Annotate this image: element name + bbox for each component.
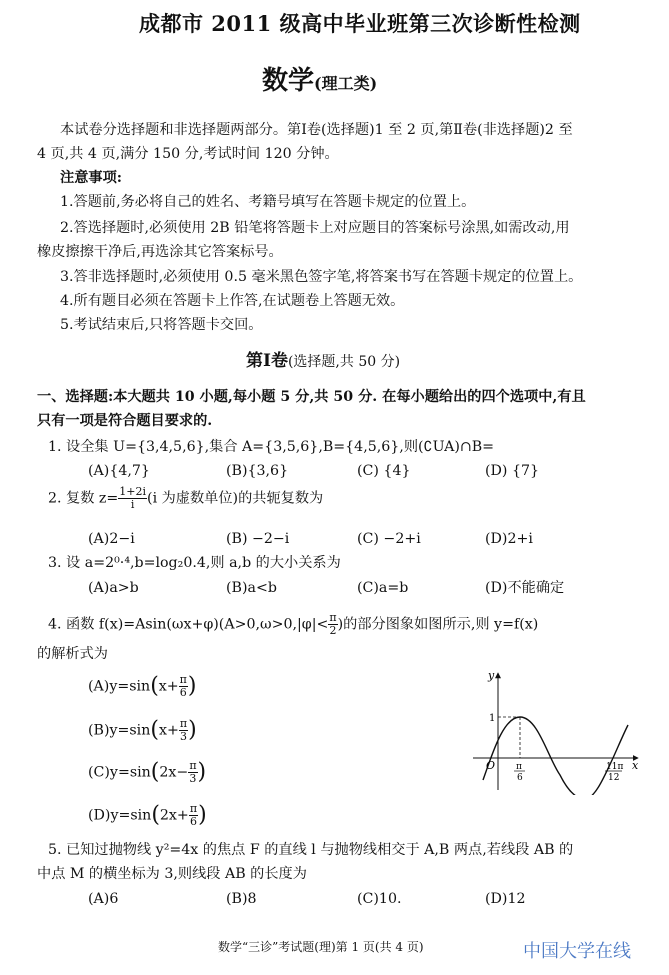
q4-opt-inner: x+ xyxy=(158,678,179,695)
q2-stem-pre: 2. 复数 z= xyxy=(48,490,119,507)
q5-option: (D)12 xyxy=(485,891,526,907)
tick-pi-6-num: π xyxy=(516,762,522,772)
frac-num: π xyxy=(189,759,197,772)
q4-opt-fraction xyxy=(179,718,188,743)
q4-stem xyxy=(48,612,538,637)
q4-opt-label: (D)y=sin xyxy=(88,807,152,824)
q2-numerator: 1+2i xyxy=(119,485,147,498)
paren-open: ( xyxy=(151,802,160,828)
q2-option: (B) −2−i xyxy=(226,531,290,547)
q4-opt-label: (B)y=sin xyxy=(88,722,151,739)
y-axis-label: y xyxy=(488,669,495,682)
q4-option xyxy=(88,674,197,699)
q4-opt-fraction xyxy=(179,674,188,699)
q3-option: (B)a<b xyxy=(226,580,277,596)
q1-option: (D) {7} xyxy=(485,463,540,479)
notes-heading: 注意事项: xyxy=(60,170,122,186)
q4-stem-pre: 4. 函数 f(x)=Asin(ωx+φ)(A>0,ω>0,|φ|< xyxy=(48,616,329,633)
q4-stem-post: )的部分图象如图所示,则 y=f(x) xyxy=(337,616,539,633)
frac-den: 6 xyxy=(179,686,187,699)
paren-open: ( xyxy=(150,673,159,699)
q4-opt-inner: 2x+ xyxy=(159,807,189,824)
q4-opt-label: (A)y=sin xyxy=(88,678,151,695)
q2-option: (D)2+i xyxy=(485,531,533,547)
q2-stem-post: (i 为虚数单位)的共轭复数为 xyxy=(147,490,324,507)
frac-den: 6 xyxy=(189,815,197,828)
tick-11pi-12-num: 11π xyxy=(606,762,624,772)
max-value-label: 1 xyxy=(489,713,496,724)
section-instruction: 一、选择题:本大题共 10 小题,每小题 5 分,共 50 分. 在每小题给出的四个选项中,有且 xyxy=(37,389,586,405)
note-item: 橡皮擦擦干净后,再选涂其它答案标号。 xyxy=(37,244,283,260)
q3-option: (A)a>b xyxy=(88,580,139,596)
sine-graph xyxy=(468,665,643,795)
paren-open: ( xyxy=(150,717,159,743)
q4-fraction xyxy=(328,612,337,637)
x-axis-label: x xyxy=(632,759,639,772)
q1-stem: 1. 设全集 U={3,4,5,6},集合 A={3,5,6},B={4,5,6},则(∁UA)∩B= xyxy=(48,439,495,455)
watermark: 中国大学在线 xyxy=(523,941,631,962)
note-item: 4.所有题目必须在答题卡上作答,在试题卷上答题无效。 xyxy=(60,293,405,309)
paren-open: ( xyxy=(150,759,160,785)
frac-den: 3 xyxy=(189,772,197,785)
q5-stem: 5. 已知过抛物线 y²=4x 的焦点 F 的直线 l 与抛物线相交于 A,B 两点,若线段 AB 的 xyxy=(48,842,574,858)
page-footer: 数学“三诊”考试题(理)第 1 页(共 4 页) xyxy=(218,940,424,954)
q4-opt-inner: x+ xyxy=(158,722,179,739)
paren-close: ) xyxy=(187,673,197,699)
q1-option: (C) {4} xyxy=(357,463,411,479)
sine-curve xyxy=(483,717,628,795)
q5-stem-line-2: 中点 M 的横坐标为 3,则线段 AB 的长度为 xyxy=(37,866,307,882)
q3-option: (C)a=b xyxy=(357,580,409,596)
section-note: (选择题,共 50 分) xyxy=(287,354,401,370)
frac-num: π xyxy=(189,802,198,815)
frac-num: π xyxy=(179,673,187,686)
section-name: 第Ⅰ卷 xyxy=(246,351,288,371)
section-title xyxy=(246,346,400,371)
subject-name: 数学 xyxy=(262,66,315,96)
q4-option xyxy=(88,718,197,743)
q4-opt-inner: 2x− xyxy=(159,764,189,781)
q1-option: (A){4,7} xyxy=(88,463,150,479)
paren-close: ) xyxy=(188,717,197,743)
q3-option: (D)不能确定 xyxy=(485,580,565,596)
exam-title: 成都市 2011 级高中毕业班第三次诊断性检测 xyxy=(139,11,581,36)
q5-option: (C)10. xyxy=(357,891,402,907)
q2-option: (C) −2+i xyxy=(357,531,421,547)
intro-line-2: 4 页,共 4 页,满分 150 分,考试时间 120 分钟。 xyxy=(37,146,339,162)
origin-label: O xyxy=(486,759,496,772)
frac-den: 3 xyxy=(179,730,187,743)
subject-note: (理工类) xyxy=(314,74,378,93)
q3-stem: 3. 设 a=2⁰·⁴,b=log₂0.4,则 a,b 的大小关系为 xyxy=(48,555,341,571)
q4-opt-fraction xyxy=(188,760,197,785)
note-item: 2.答选择题时,必须使用 2B 铅笔将答题卡上对应题目的答案标号涂黑,如需改动,用 xyxy=(60,220,570,236)
q4-opt-fraction xyxy=(189,803,198,828)
q4-frac-den: 2 xyxy=(329,624,337,637)
tick-pi-6-den: 6 xyxy=(517,773,523,783)
paren-close: ) xyxy=(197,759,207,785)
subject-title xyxy=(262,60,377,97)
tick-11pi-12-den: 12 xyxy=(608,773,620,783)
q4-opt-label: (C)y=sin xyxy=(88,764,151,781)
q2-fraction xyxy=(118,486,147,511)
q1-option: (B){3,6} xyxy=(226,463,289,479)
q2-stem xyxy=(48,486,323,511)
q5-option: (B)8 xyxy=(226,891,257,907)
q4-frac-num: π xyxy=(329,611,337,624)
q2-option: (A)2−i xyxy=(88,531,135,547)
q4-stem-line-2: 的解析式为 xyxy=(37,646,108,662)
q4-option xyxy=(88,803,207,828)
note-item: 3.答非选择题时,必须使用 0.5 毫米黑色签字笔,将答案书写在答题卡规定的位置上。 xyxy=(60,269,583,285)
q2-denominator: i xyxy=(130,498,135,511)
q5-option: (A)6 xyxy=(88,891,119,907)
frac-num: π xyxy=(179,717,188,730)
paren-close: ) xyxy=(198,802,207,828)
note-item: 1.答题前,务必将自己的姓名、考籍号填写在答题卡规定的位置上。 xyxy=(60,194,476,210)
section-instruction: 只有一项是符合题目要求的. xyxy=(37,413,213,429)
intro-line-1: 本试卷分选择题和非选择题两部分。第Ⅰ卷(选择题)1 至 2 页,第Ⅱ卷(非选择题)2 至 xyxy=(60,122,573,138)
note-item: 5.考试结束后,只将答题卡交回。 xyxy=(60,317,263,333)
q4-option xyxy=(88,760,206,785)
